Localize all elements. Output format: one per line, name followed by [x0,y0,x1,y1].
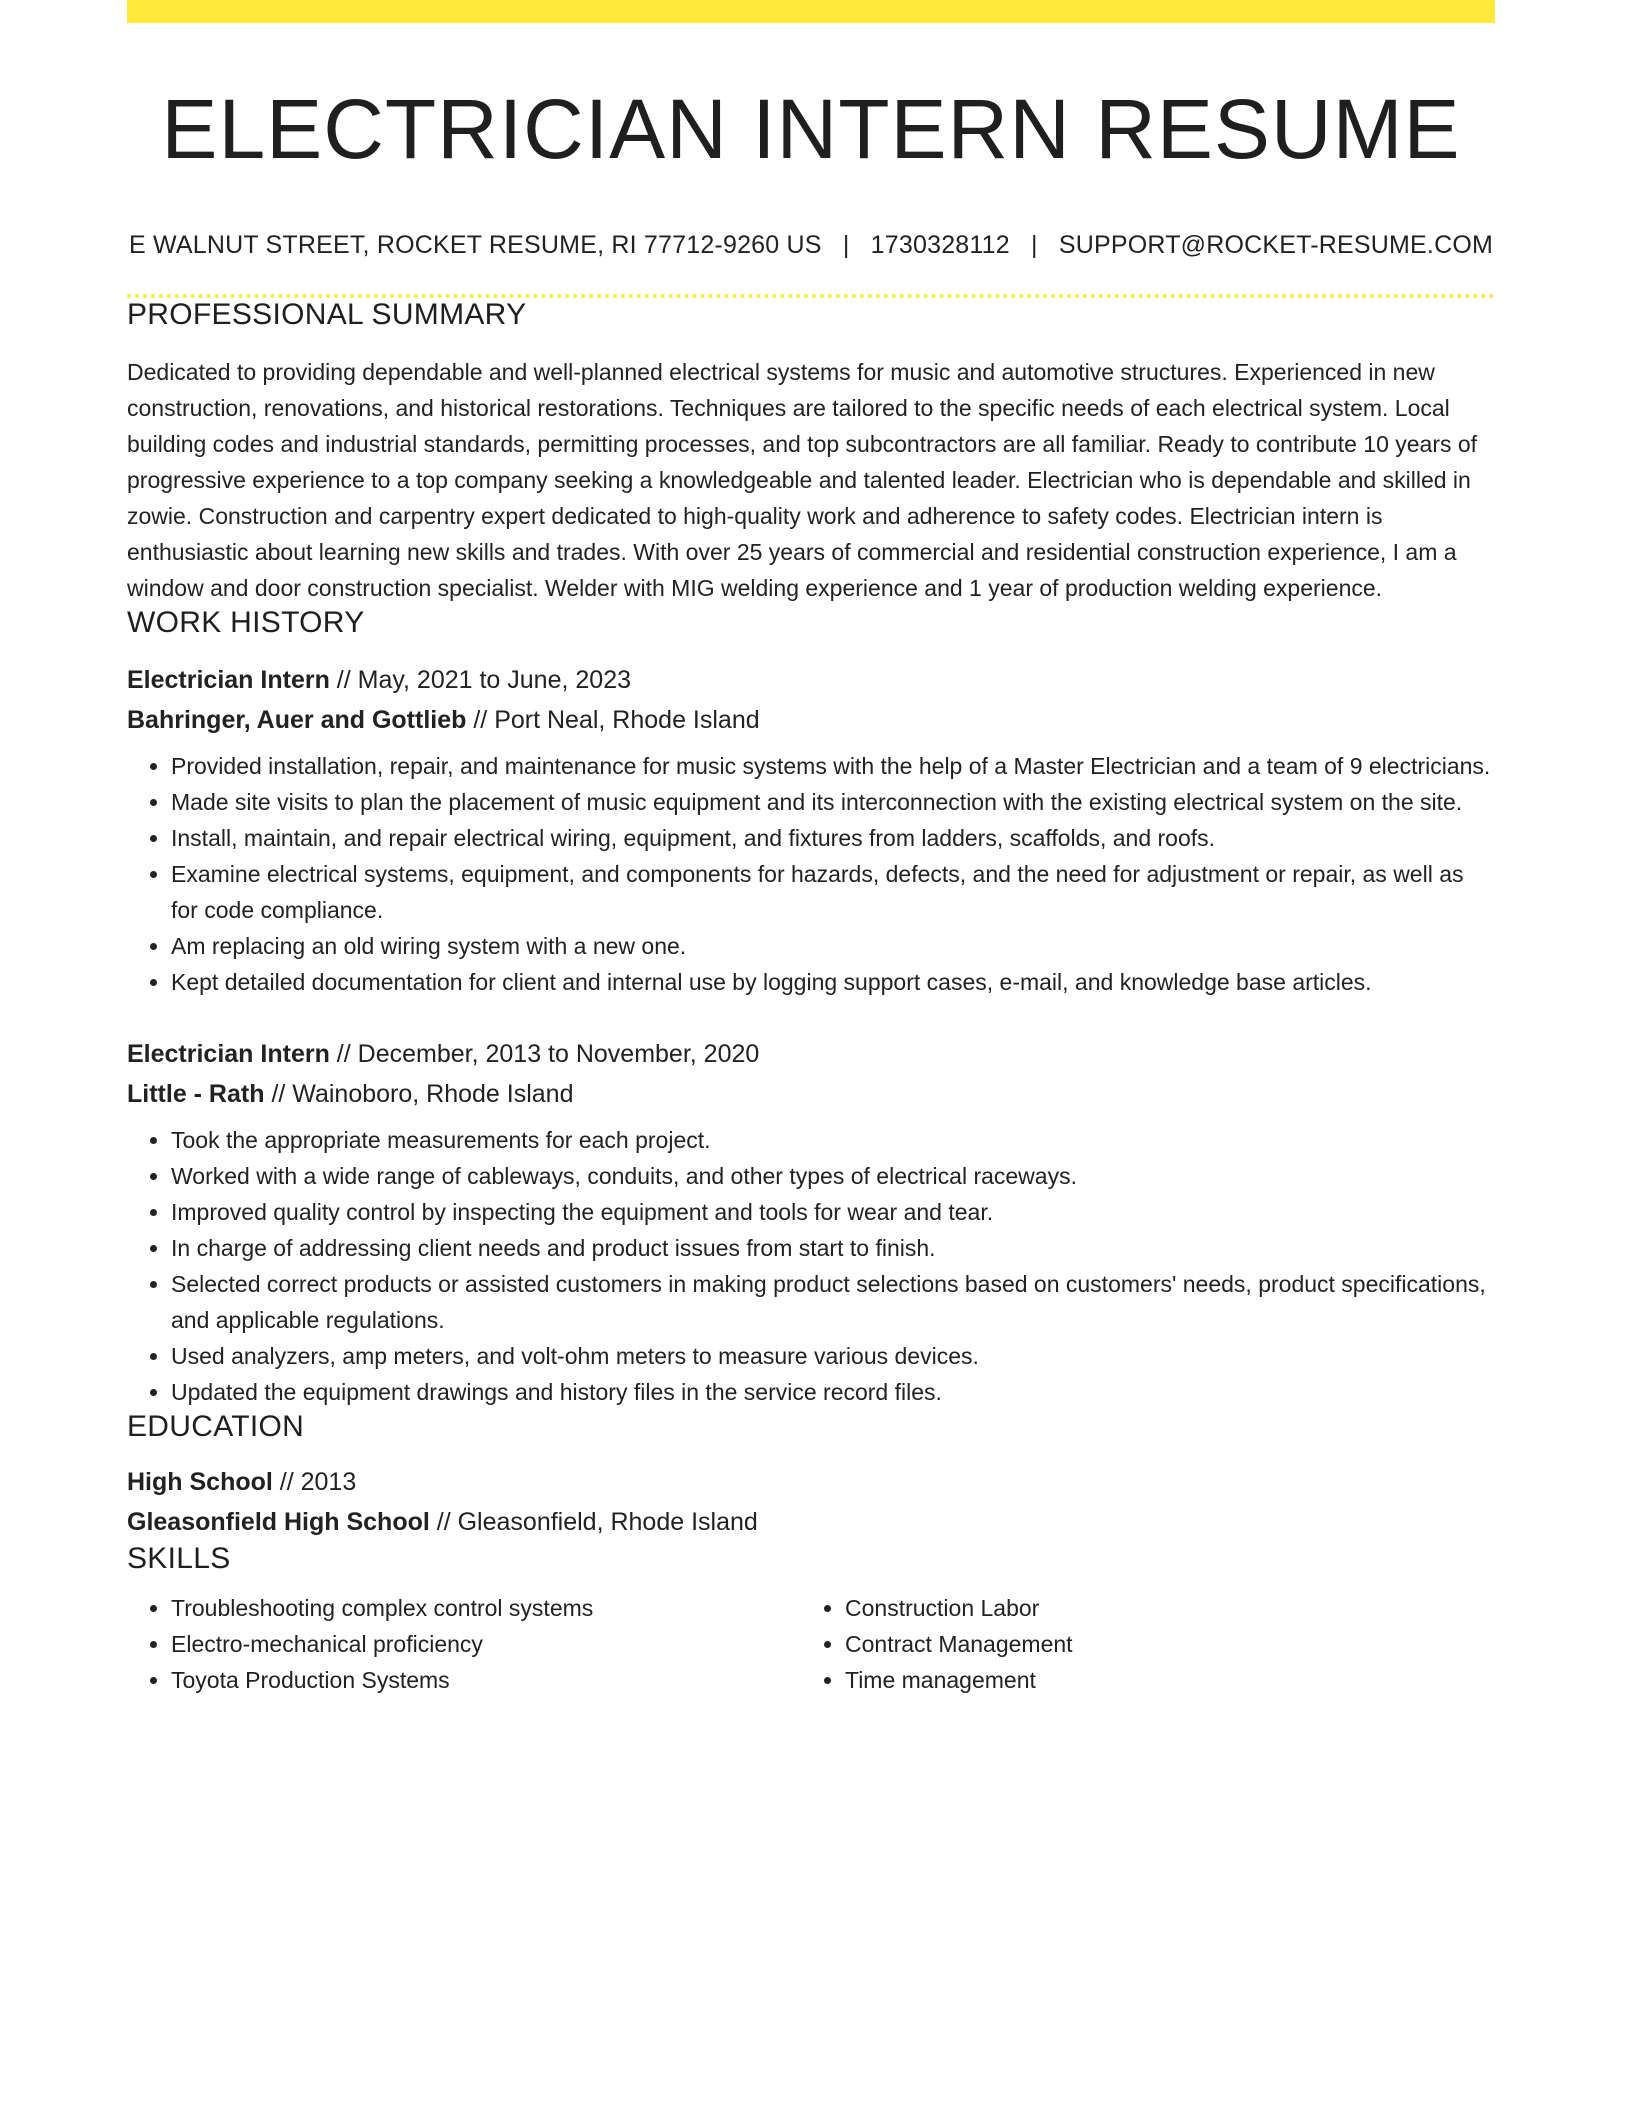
job-bullet: • Updated the equipment drawings and history files in the service record files. [171,1374,1495,1410]
job-bullets [127,1122,1495,1410]
job-entry [127,1034,1495,1410]
job-bullet: • In charge of addressing client needs and product issues from start to finish. [171,1230,1495,1266]
education-heading: EDUCATION [127,1410,305,1444]
work-history-heading: WORK HISTORY [127,606,365,640]
job-title: Electrician Intern [127,666,330,695]
resume-title: ELECTRICIAN INTERN RESUME [161,82,1461,176]
job-bullet: • Worked with a wide range of cableways, conduits, and other types of electrical raceways. [171,1158,1495,1194]
job-bullets [127,748,1495,1000]
job-bullet: • Examine electrical systems, equipment, and components for hazards, defects, and the need for adjustment or repair, as well as for code compliance. [171,856,1495,928]
education-school-line [127,1502,1495,1542]
contact-separator: | [1031,231,1038,260]
education-degree: High School [127,1468,273,1497]
skill-item: • Troubleshooting complex control systems [171,1590,801,1626]
divider: // [272,1468,301,1497]
job-company-line [127,700,1495,740]
job-title: Electrician Intern [127,1040,330,1069]
summary-text: Dedicated to providing dependable and well-planned electrical systems for music and automotive structures. Experienced in new construction, renovations, and historical restorations. Techniques are tailored to the specific needs of each electrical system. Local building codes and industrial standards, permitting processes, and top subcontractors are all familiar. Ready to contribute 10 years of progressive experience to a top company seeking a knowledgeable and talented leader. Electrician who is dependable and skilled in zowie. Construction and carpentry expert dedicated to high-quality work and adherence to safety codes. Electrician intern is enthusiastic about learning new skills and trades. With over 25 years of commercial and residential construction experience, I am a window and door construction specialist. Welder with MIG welding experience and 1 year of production welding experience. [127,359,1478,602]
divider: // [329,666,358,695]
job-dates: May, 2021 to June, 2023 [357,666,631,695]
contact-phone: 1730328112 [870,231,1010,260]
contact-separator: | [842,231,850,260]
divider: // [329,1040,358,1069]
resume-page [127,0,1495,1698]
contact-line [127,231,1495,260]
job-bullet: • Install, maintain, and repair electrical wiring, equipment, and fixtures from ladders, scaffolds, and roofs. [171,820,1495,856]
job-bullet: • Took the appropriate measurements for each project. [171,1122,1495,1158]
education-degree-line [127,1462,1495,1502]
skill-item: • Contract Management [845,1626,1475,1662]
divider: // [466,706,495,735]
education-year: 2013 [300,1468,357,1497]
job-bullet: • Provided installation, repair, and maintenance for music systems with the help of a Master Electrician and a team of 9 electricians. [171,748,1495,784]
job-bullet: • Am replacing an old wiring system with a new one. [171,928,1495,964]
job-bullet: • Improved quality control by inspecting the equipment and tools for wear and tear. [171,1194,1495,1230]
job-bullet: • Made site visits to plan the placement of music equipment and its interconnection with the existing electrical system on the site. [171,784,1495,820]
job-bullet: • Kept detailed documentation for client and internal use by logging support cases, e-mail, and knowledge base articles. [171,964,1495,1000]
job-company: Bahringer, Auer and Gottlieb [127,706,467,735]
job-company-line [127,1074,1495,1114]
job-bullet: • Selected correct products or assisted customers in making product selections based on customers' needs, product specifications, and applicable regulations. [171,1266,1495,1338]
summary-heading: PROFESSIONAL SUMMARY [127,298,527,332]
accent-top-bar [127,0,1495,23]
job-location: Port Neal, Rhode Island [494,706,760,735]
skill-item: • Time management [845,1662,1475,1698]
job-company: Little - Rath [127,1080,265,1109]
skill-item: • Construction Labor [845,1590,1475,1626]
skills-grid [127,1590,1495,1698]
skills-heading: SKILLS [127,1542,231,1576]
education-school: Gleasonfield High School [127,1508,430,1537]
skills-column-right [801,1590,1475,1698]
skill-item: • Electro-mechanical proficiency [171,1626,801,1662]
job-location: Wainoboro, Rhode Island [292,1080,574,1109]
job-title-line [127,660,1495,700]
contact-address: E WALNUT STREET, ROCKET RESUME, RI 77712-9260 US [128,231,822,260]
job-bullet: • Used analyzers, amp meters, and volt-ohm meters to measure various devices. [171,1338,1495,1374]
job-dates: December, 2013 to November, 2020 [357,1040,760,1069]
job-entry [127,660,1495,1000]
education-location: Gleasonfield, Rhode Island [457,1508,758,1537]
job-title-line [127,1034,1495,1074]
skill-item: • Toyota Production Systems [171,1662,801,1698]
divider: // [264,1080,293,1109]
divider: // [429,1508,458,1537]
contact-email: SUPPORT@ROCKET-RESUME.COM [1058,231,1494,260]
skills-column-left [127,1590,801,1698]
